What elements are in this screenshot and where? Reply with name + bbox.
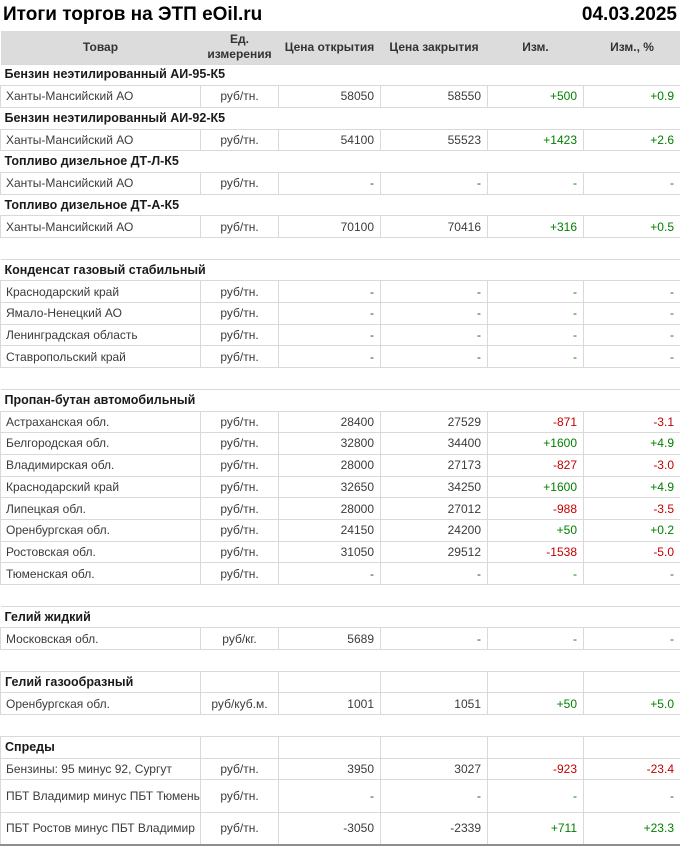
unit-cell: руб/тн. (201, 812, 279, 845)
open-price-cell: 58050 (279, 86, 381, 108)
data-row (1, 628, 680, 650)
spacer-row (1, 650, 680, 672)
close-price-cell: - (381, 324, 488, 346)
section-row (1, 389, 680, 411)
section-title: Пропан-бутан автомобильный (1, 389, 680, 411)
change-pct-cell: - (584, 628, 680, 650)
region-name-cell: Ханты-Мансийский АО (1, 129, 201, 151)
data-row (1, 216, 680, 238)
region-name-cell: Ханты-Мансийский АО (1, 86, 201, 108)
change-pct-cell: +2.6 (584, 129, 680, 151)
unit-cell: руб/тн. (201, 498, 279, 520)
section-empty-cell (584, 671, 680, 693)
change-pct-cell: - (584, 780, 680, 813)
open-price-cell: 32800 (279, 433, 381, 455)
region-name-cell: Ставропольский край (1, 346, 201, 368)
data-row (1, 324, 680, 346)
change-pct-cell: - (584, 172, 680, 194)
close-price-cell: 1051 (381, 693, 488, 715)
unit-cell: руб/тн. (201, 780, 279, 813)
change-cell: +1423 (488, 129, 584, 151)
report-date: 04.03.2025 (581, 3, 677, 25)
close-price-cell: 3027 (381, 758, 488, 780)
data-row (1, 454, 680, 476)
data-row (1, 129, 680, 151)
region-name-cell: Ханты-Мансийский АО (1, 216, 201, 238)
unit-cell: руб/тн. (201, 563, 279, 585)
data-row (1, 281, 680, 303)
data-row (1, 498, 680, 520)
region-name-cell: ПБТ Ростов минус ПБТ Владимир (1, 812, 201, 845)
close-price-cell: 34400 (381, 433, 488, 455)
open-price-cell: - (279, 346, 381, 368)
section-empty-cell (488, 671, 584, 693)
col-header-change: Изм. (488, 31, 584, 64)
spacer-cell (1, 238, 680, 260)
col-header-unit: Ед. измерения (201, 31, 279, 64)
spacer-cell (1, 368, 680, 390)
col-header-close-price: Цена закрытия (381, 31, 488, 64)
change-cell: - (488, 563, 584, 585)
change-cell: +1600 (488, 476, 584, 498)
open-price-cell: 54100 (279, 129, 381, 151)
results-table (0, 31, 680, 846)
section-empty-cell (201, 736, 279, 758)
unit-cell: руб/тн. (201, 476, 279, 498)
unit-cell: руб/тн. (201, 172, 279, 194)
spacer-row (1, 585, 680, 607)
data-row (1, 303, 680, 325)
change-pct-cell: +23.3 (584, 812, 680, 845)
spacer-cell (1, 715, 680, 737)
close-price-cell: 24200 (381, 519, 488, 541)
change-cell: -988 (488, 498, 584, 520)
open-price-cell: -3050 (279, 812, 381, 845)
section-title: Топливо дизельное ДТ-А-К5 (1, 194, 680, 216)
change-cell: - (488, 628, 584, 650)
spacer-row (1, 368, 680, 390)
section-title: Бензин неэтилированный АИ-92-К5 (1, 107, 680, 129)
change-pct-cell: +0.2 (584, 519, 680, 541)
unit-cell: руб/тн. (201, 324, 279, 346)
section-empty-cell (488, 736, 584, 758)
close-price-cell: - (381, 563, 488, 585)
close-price-cell: - (381, 628, 488, 650)
change-pct-cell: +4.9 (584, 476, 680, 498)
section-empty-cell (201, 671, 279, 693)
close-price-cell: 58550 (381, 86, 488, 108)
open-price-cell: 28000 (279, 454, 381, 476)
change-cell: - (488, 172, 584, 194)
region-name-cell: Владимирская обл. (1, 454, 201, 476)
section-row (1, 64, 680, 86)
change-pct-cell: +0.5 (584, 216, 680, 238)
open-price-cell: - (279, 303, 381, 325)
change-pct-cell: - (584, 346, 680, 368)
change-pct-cell: -3.1 (584, 411, 680, 433)
region-name-cell: Ростовская обл. (1, 541, 201, 563)
open-price-cell: 24150 (279, 519, 381, 541)
data-row (1, 519, 680, 541)
open-price-cell: 1001 (279, 693, 381, 715)
section-title: Спреды (1, 736, 201, 758)
report-titlebar (0, 0, 680, 31)
open-price-cell: 28000 (279, 498, 381, 520)
change-pct-cell: - (584, 281, 680, 303)
region-name-cell: Оренбургская обл. (1, 693, 201, 715)
section-row (1, 671, 680, 693)
close-price-cell: 27173 (381, 454, 488, 476)
region-name-cell: Белгородская обл. (1, 433, 201, 455)
unit-cell: руб/тн. (201, 758, 279, 780)
change-pct-cell: - (584, 303, 680, 325)
region-name-cell: Липецкая обл. (1, 498, 201, 520)
close-price-cell: - (381, 780, 488, 813)
open-price-cell: 28400 (279, 411, 381, 433)
change-cell: -871 (488, 411, 584, 433)
close-price-cell: 34250 (381, 476, 488, 498)
change-cell: - (488, 324, 584, 346)
data-row (1, 86, 680, 108)
section-title: Бензин неэтилированный АИ-95-К5 (1, 64, 680, 86)
data-row (1, 541, 680, 563)
region-name-cell: Ямало-Ненецкий АО (1, 303, 201, 325)
spacer-cell (1, 650, 680, 672)
change-cell: +1600 (488, 433, 584, 455)
change-pct-cell: -5.0 (584, 541, 680, 563)
data-row (1, 433, 680, 455)
change-cell: +711 (488, 812, 584, 845)
close-price-cell: 27012 (381, 498, 488, 520)
change-pct-cell: +0.9 (584, 86, 680, 108)
results-table-body (1, 64, 680, 845)
close-price-cell: 29512 (381, 541, 488, 563)
open-price-cell: 5689 (279, 628, 381, 650)
unit-cell: руб/тн. (201, 433, 279, 455)
data-row (1, 758, 680, 780)
change-cell: - (488, 281, 584, 303)
close-price-cell: - (381, 281, 488, 303)
region-name-cell: Ленинградская область (1, 324, 201, 346)
change-cell: - (488, 346, 584, 368)
spacer-row (1, 715, 680, 737)
section-row (1, 259, 680, 281)
open-price-cell: - (279, 563, 381, 585)
region-name-cell: Тюменская обл. (1, 563, 201, 585)
data-row (1, 780, 680, 813)
unit-cell: руб/тн. (201, 541, 279, 563)
change-cell: +316 (488, 216, 584, 238)
data-row (1, 172, 680, 194)
unit-cell: руб/куб.м. (201, 693, 279, 715)
unit-cell: руб/тн. (201, 281, 279, 303)
section-empty-cell (279, 671, 381, 693)
spacer-row (1, 238, 680, 260)
change-pct-cell: -3.0 (584, 454, 680, 476)
data-row (1, 563, 680, 585)
open-price-cell: 70100 (279, 216, 381, 238)
section-row (1, 194, 680, 216)
close-price-cell: 55523 (381, 129, 488, 151)
region-name-cell: Краснодарский край (1, 476, 201, 498)
region-name-cell: Оренбургская обл. (1, 519, 201, 541)
unit-cell: руб/тн. (201, 303, 279, 325)
close-price-cell: -2339 (381, 812, 488, 845)
change-cell: +50 (488, 693, 584, 715)
open-price-cell: - (279, 172, 381, 194)
change-cell: - (488, 780, 584, 813)
close-price-cell: - (381, 303, 488, 325)
change-cell: -1538 (488, 541, 584, 563)
region-name-cell: Московская обл. (1, 628, 201, 650)
unit-cell: руб/тн. (201, 346, 279, 368)
unit-cell: руб/тн. (201, 216, 279, 238)
unit-cell: руб/тн. (201, 86, 279, 108)
spacer-cell (1, 585, 680, 607)
section-empty-cell (279, 736, 381, 758)
change-pct-cell: - (584, 563, 680, 585)
col-header-change-pct: Изм., % (584, 31, 680, 64)
table-header-row (1, 31, 680, 64)
section-empty-cell (381, 736, 488, 758)
close-price-cell: - (381, 172, 488, 194)
open-price-cell: - (279, 281, 381, 303)
change-pct-cell: +5.0 (584, 693, 680, 715)
open-price-cell: 32650 (279, 476, 381, 498)
unit-cell: руб/тн. (201, 519, 279, 541)
close-price-cell: 27529 (381, 411, 488, 433)
change-pct-cell: - (584, 324, 680, 346)
page-title: Итоги торгов на ЭТП eOil.ru (3, 3, 263, 25)
data-row (1, 411, 680, 433)
data-row (1, 346, 680, 368)
open-price-cell: 3950 (279, 758, 381, 780)
col-header-product: Товар (1, 31, 201, 64)
section-title: Гелий газообразный (1, 671, 201, 693)
data-row (1, 693, 680, 715)
unit-cell: руб/тн. (201, 454, 279, 476)
section-row (1, 107, 680, 129)
unit-cell: руб/кг. (201, 628, 279, 650)
close-price-cell: - (381, 346, 488, 368)
region-name-cell: Ханты-Мансийский АО (1, 172, 201, 194)
unit-cell: руб/тн. (201, 411, 279, 433)
open-price-cell: - (279, 324, 381, 346)
col-header-open-price: Цена открытия (279, 31, 381, 64)
change-cell: -923 (488, 758, 584, 780)
change-pct-cell: +4.9 (584, 433, 680, 455)
close-price-cell: 70416 (381, 216, 488, 238)
change-pct-cell: -23.4 (584, 758, 680, 780)
section-row (1, 736, 680, 758)
region-name-cell: ПБТ Владимир минус ПБТ Тюмень (1, 780, 201, 813)
region-name-cell: Бензины: 95 минус 92, Сургут (1, 758, 201, 780)
change-cell: +500 (488, 86, 584, 108)
open-price-cell: - (279, 780, 381, 813)
section-empty-cell (584, 736, 680, 758)
section-row (1, 606, 680, 628)
section-title: Топливо дизельное ДТ-Л-К5 (1, 151, 680, 173)
unit-cell: руб/тн. (201, 129, 279, 151)
data-row (1, 476, 680, 498)
open-price-cell: 31050 (279, 541, 381, 563)
section-empty-cell (381, 671, 488, 693)
change-cell: +50 (488, 519, 584, 541)
change-cell: -827 (488, 454, 584, 476)
region-name-cell: Краснодарский край (1, 281, 201, 303)
section-title: Гелий жидкий (1, 606, 680, 628)
region-name-cell: Астраханская обл. (1, 411, 201, 433)
change-cell: - (488, 303, 584, 325)
data-row (1, 812, 680, 845)
section-row (1, 151, 680, 173)
section-title: Конденсат газовый стабильный (1, 259, 680, 281)
change-pct-cell: -3.5 (584, 498, 680, 520)
